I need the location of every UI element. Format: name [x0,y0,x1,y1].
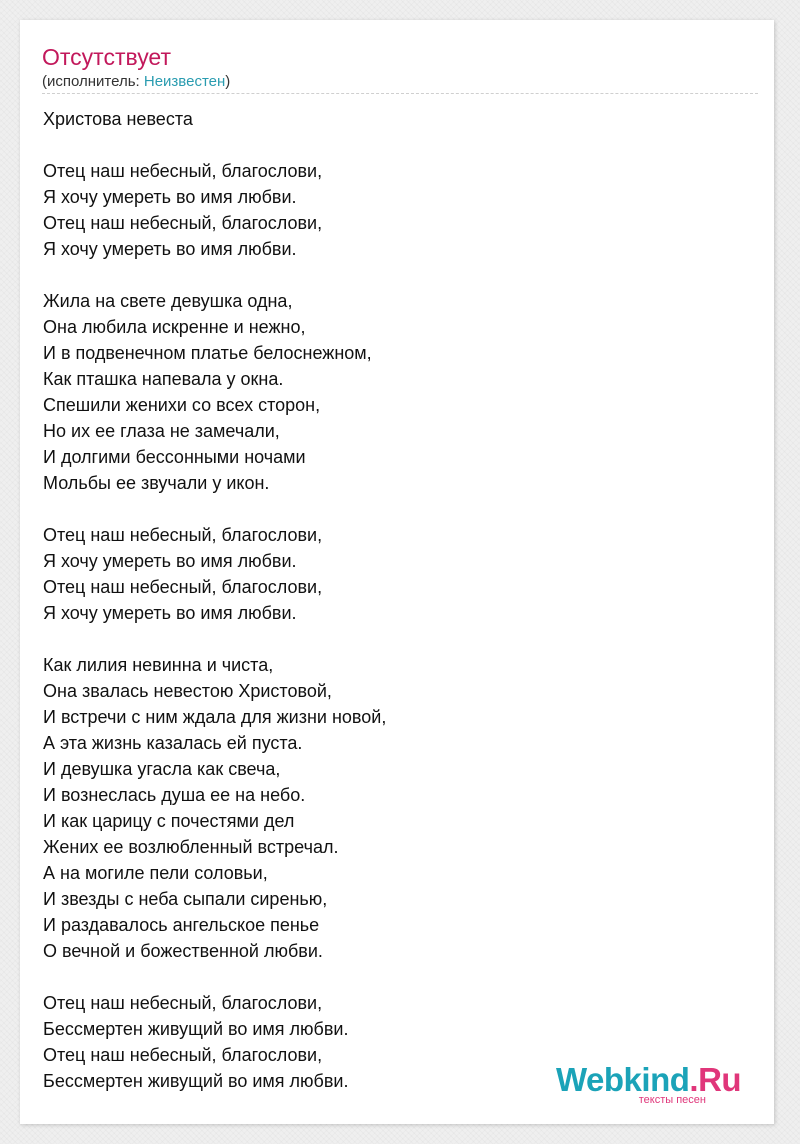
lyric-line: Отец наш небесный, благослови, [43,993,323,1013]
stanza-gap [43,496,743,522]
lyric-line: Бессмертен живущий во имя любви. [43,1071,349,1091]
lyric-line: И вознеслась душа ее на небо. [43,785,306,805]
artist-prefix: (исполнитель: [42,73,144,90]
lyric-line: Жила на свете девушка одна, [43,291,293,311]
lyric-line: Как лилия невинна и чиста, [43,655,274,675]
lyric-line: И раздавалось ангельское пенье [43,915,320,935]
lyric-line: Я хочу умереть во имя любви. [43,239,297,259]
logo-tagline: тексты песен [638,1094,706,1106]
logo-wordmark [556,1062,741,1098]
webkind-logo[interactable] [556,1062,746,1106]
artist-line [42,73,230,91]
lyric-line: Но их ее глаза не замечали, [43,421,280,441]
artist-suffix: ) [225,73,231,90]
lyric-line: Отец наш небесный, благослови, [43,1045,323,1065]
song-title: Отсутствует [42,44,171,70]
lyric-line: Бессмертен живущий во имя любви. [43,1019,349,1039]
lyric-line: И в подвенечном платье белоснежном, [43,343,372,363]
lyric-line: И звезды с неба сыпали сиренью, [43,889,328,909]
stanza-gap [43,626,743,652]
lyric-line: Я хочу умереть во имя любви. [43,551,297,571]
dashed-divider [42,93,758,94]
lyric-line: Христова невеста [43,109,193,129]
lyrics-sheet [20,20,774,1124]
artist-link[interactable]: Неизвестен [143,73,226,90]
stanza-gap [43,262,743,288]
lyric-line: Она любила искренне и нежно, [43,317,306,337]
logo-domain: .Ru [689,1061,742,1098]
lyric-line: И как царицу с почестями дел [43,811,295,831]
lyric-line: Спешили женихи со всех сторон, [43,395,321,415]
lyric-line: А на могиле пели соловьи, [43,863,268,883]
logo-name: Webkind [556,1061,690,1098]
lyric-line: Я хочу умереть во имя любви. [43,187,297,207]
lyric-line: Она звалась невестою Христовой, [43,681,332,701]
lyric-line: И долгими бессонными ночами [43,447,306,467]
stanza-gap [43,132,743,158]
lyric-line: А эта жизнь казалась ей пуста. [43,733,303,753]
lyric-line: Отец наш небесный, благослови, [43,161,323,181]
lyric-line: Я хочу умереть во имя любви. [43,603,297,623]
lyric-line: И девушка угасла как свеча, [43,759,281,779]
lyric-line: Мольбы ее звучали у икон. [43,473,270,493]
lyric-line: Отец наш небесный, благослови, [43,213,323,233]
lyric-line: О вечной и божественной любви. [43,941,323,961]
lyric-line: Как пташка напевала у окна. [43,369,284,389]
lyric-line: Жених ее возлюбленный встречал. [43,837,339,857]
lyrics-body [43,106,743,1094]
lyric-line: И встречи с ним ждала для жизни новой, [43,707,387,727]
stanza-gap [43,964,743,990]
lyric-line: Отец наш небесный, благослови, [43,577,323,597]
lyric-line: Отец наш небесный, благослови, [43,525,323,545]
